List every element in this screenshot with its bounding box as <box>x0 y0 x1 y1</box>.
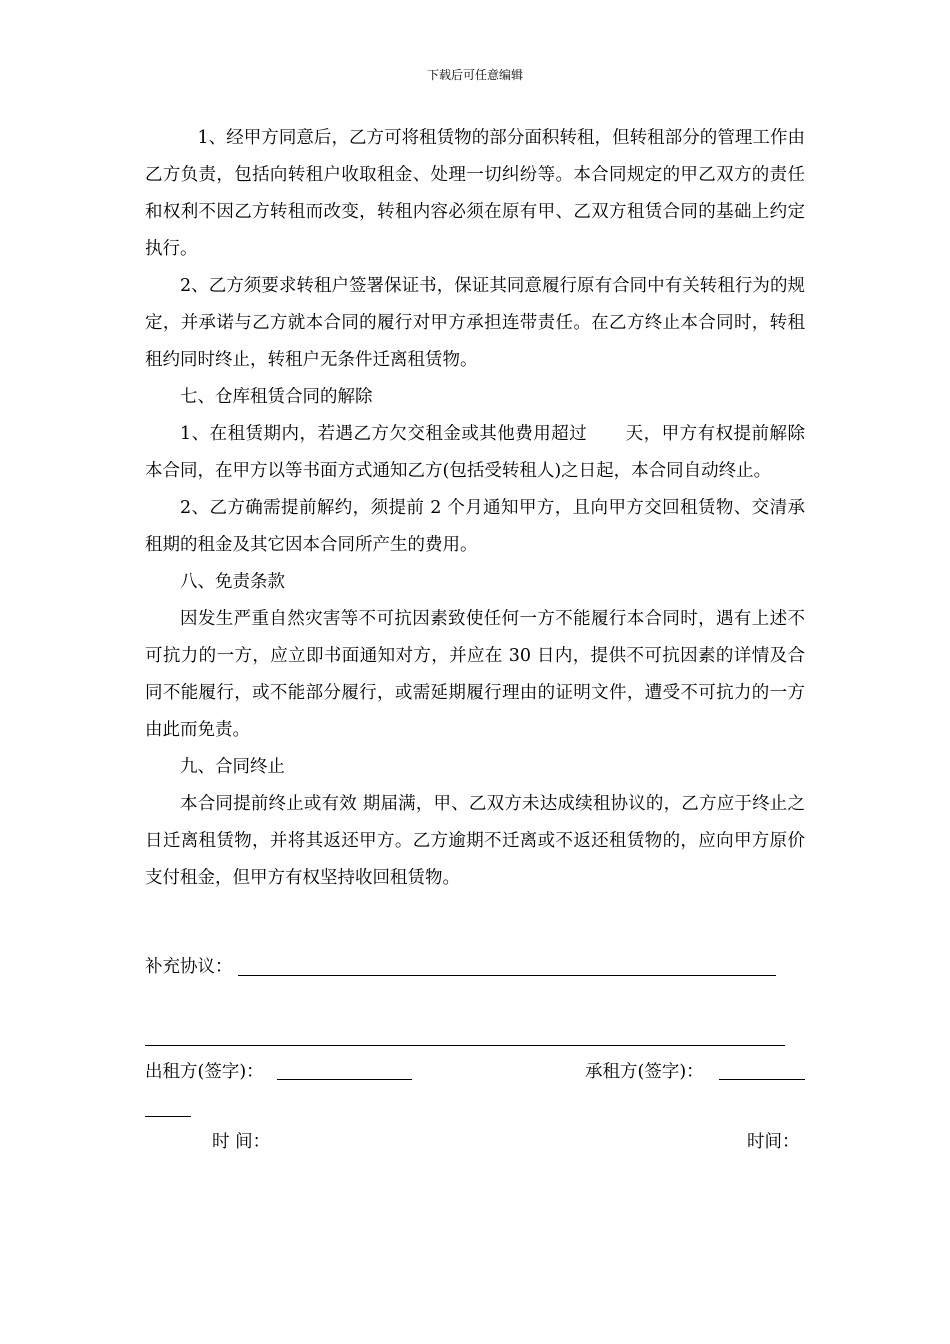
paragraph-contract-end: 本合同提前终止或有效 期届满，甲、乙双方未达成续租协议的，乙方应于终止之日迁离租赁物，并将其返还甲方。乙方逾期不迁离或不返还租赁物的，应向甲方原价支付租金，但甲方有权坚持收回租赁物。 <box>145 794 805 888</box>
supplement-second-line <box>145 1045 785 1046</box>
paragraph-sublease-guarantee: 2、乙方须要求转租户签署保证书，保证其同意履行原有合同中有关转租行为的规定，并承诺与乙方就本合同的履行对甲方承担连带责任。在乙方终止本合同时，转租租约同时终止，转租户无条件迁离租赁物。 <box>145 276 805 370</box>
section-heading-contract-end: 九、合同终止 <box>180 757 285 777</box>
termination-overdue-part2: 天，甲方有权提前解除本合同，在甲方以等书面方式通知乙方(包括受转租人)之日起，本合同自动终止。 <box>145 424 805 481</box>
lessee-time-label: 时间： <box>747 1132 800 1152</box>
paragraph-termination-overdue <box>145 416 805 490</box>
page-header: 下载后可任意编辑 <box>426 68 523 82</box>
paragraph-sublease-consent: 1、经甲方同意后，乙方可将租赁物的部分面积转租，但转租部分的管理工作由乙方负责，包括向转租户收取租金、处理一切纠纷等。本合同规定的甲乙双方的责任和权利不因乙方转租而改变，转租内容必须在原有甲、乙双方租赁合同的基础上约定执行。 <box>145 128 805 259</box>
contract-body <box>145 120 805 897</box>
lessor-signature-label: 出租方(签字)： <box>145 1062 264 1082</box>
supplement-label: 补充协议： <box>145 957 233 977</box>
lessee-signature-label: 承租方(签字)： <box>585 1062 704 1082</box>
lessor-signature-line <box>277 1079 412 1080</box>
section-heading-exemption: 八、免责条款 <box>180 572 285 592</box>
lessee-signature-line-continued <box>145 1116 191 1117</box>
termination-overdue-part1: 1、在租赁期内，若遇乙方欠交租金或其他费用超过 <box>180 424 588 444</box>
paragraph-early-termination: 2、乙方确需提前解约，须提前 2 个月通知甲方，且向甲方交回租赁物、交清承租期的租金及其它因本合同所产生的费用。 <box>145 498 805 555</box>
lessee-signature-line <box>719 1079 805 1080</box>
supplement-blank-line <box>238 975 776 976</box>
section-heading-termination: 七、仓库租赁合同的解除 <box>180 387 373 407</box>
lessor-time-label: 时 间： <box>212 1132 271 1152</box>
paragraph-force-majeure: 因发生严重自然灾害等不可抗因素致使任何一方不能履行本合同时，遇有上述不可抗力的一方，应立即书面通知对方，并应在 30 日内，提供不可抗因素的详情及合同不能履行，或不能部分履行，或需延期履行理由的证明文件，遭受不可抗力的一方由此而免责。 <box>145 609 805 740</box>
